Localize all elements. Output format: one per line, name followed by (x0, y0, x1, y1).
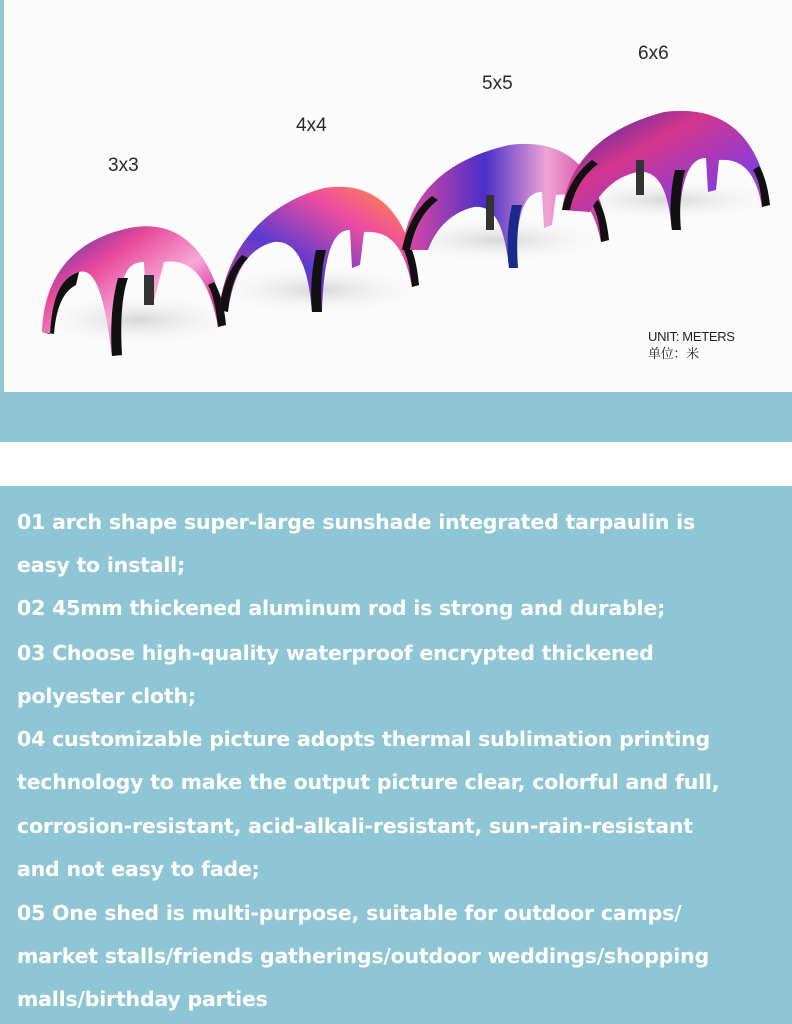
description-line: polyester cloth; (17, 684, 196, 708)
size-label-6x6: 6x6 (638, 43, 669, 64)
section-divider (0, 442, 792, 486)
description-line: market stalls/friends gatherings/outdoor weddings/shopping (17, 944, 709, 968)
description-panel (0, 486, 792, 1024)
size-label-4x4: 4x4 (296, 115, 327, 136)
description-line: technology to make the output picture clear, colorful and full, (17, 770, 720, 794)
description-line: easy to install; (17, 553, 185, 577)
size-label-5x5: 5x5 (482, 73, 513, 94)
description-line: malls/birthday parties (17, 987, 268, 1011)
description-line: 05 One shed is multi-purpose, suitable for outdoor camps/ (17, 901, 682, 925)
product-photo (4, 0, 792, 392)
unit-label-cn: 单位：米 (648, 346, 699, 361)
unit-note (648, 328, 735, 362)
unit-label-en: UNIT: METERS (648, 329, 735, 344)
description-line: 04 customizable picture adopts thermal sublimation printing (17, 727, 711, 751)
size-label-3x3: 3x3 (108, 155, 139, 176)
description-line: 02 45mm thickened aluminum rod is strong and durable; (17, 596, 666, 620)
description-line: 01 arch shape super-large sunshade integrated tarpaulin is (17, 510, 695, 534)
description-line: and not easy to fade; (17, 857, 260, 881)
description-line: corrosion-resistant, acid-alkali-resistant, sun-rain-resistant (17, 814, 693, 838)
description-line: 03 Choose high-quality waterproof encrypted thickened (17, 641, 654, 665)
